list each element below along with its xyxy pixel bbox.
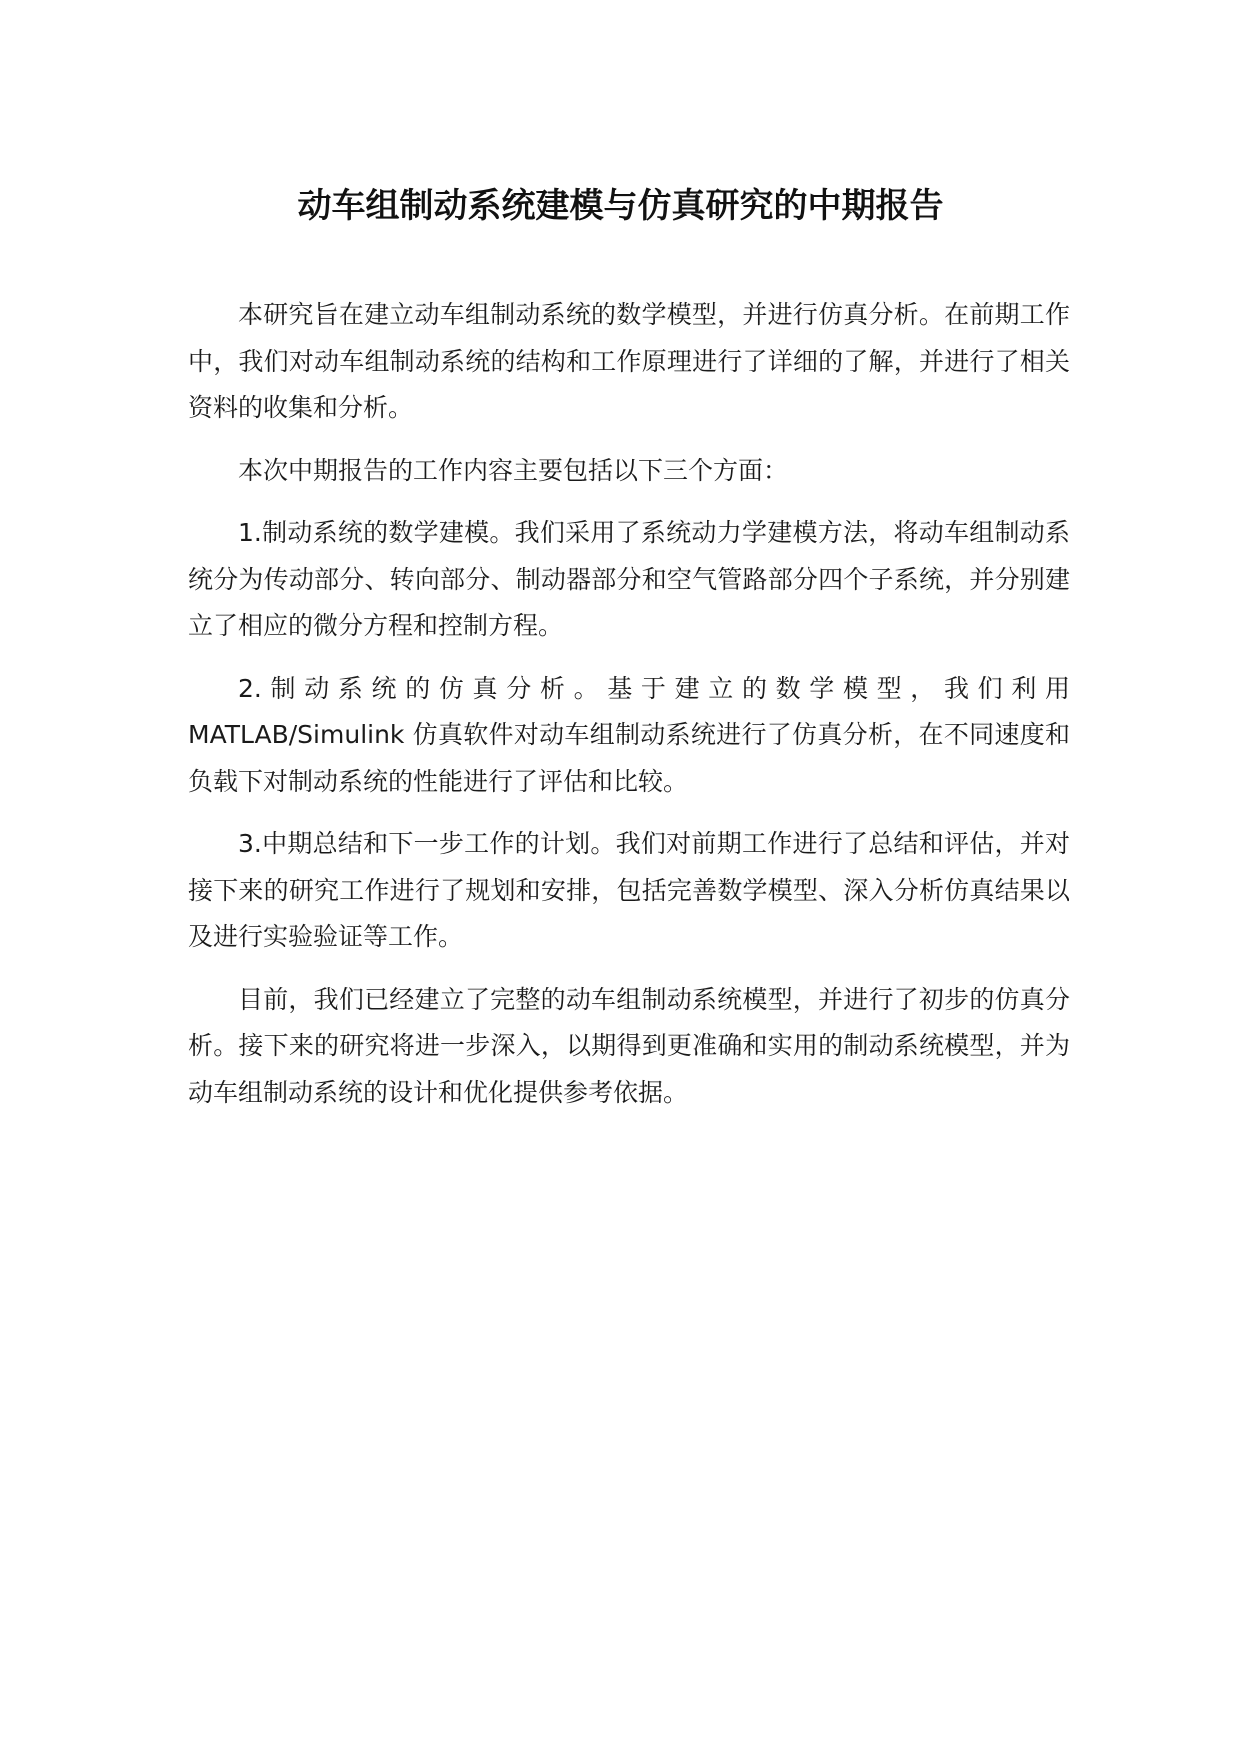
- paragraph-scope: 本次中期报告的工作内容主要包括以下三个方面：: [238, 455, 789, 485]
- document-body: [188, 292, 1070, 1132]
- paragraph-item-2: 2.制动系统的仿真分析。基于建立的数学模型，我们利用MATLAB/Simulink 仿真软件对动车组制动系统进行了仿真分析，在不同速度和负载下对制动系统的性能进行了评估和比较。: [188, 673, 1070, 796]
- paragraph-item-3: 3.中期总结和下一步工作的计划。我们对前期工作进行了总结和评估，并对接下来的研究工作进行了规划和安排，包括完善数学模型、深入分析仿真结果以及进行实验验证等工作。: [188, 829, 1070, 951]
- paragraph-item-1: 1.制动系统的数学建模。我们采用了系统动力学建模方法，将动车组制动系统分为传动部分、转向部分、制动器部分和空气管路部分四个子系统，并分别建立了相应的微分方程和控制方程。: [188, 518, 1070, 640]
- paragraph-intro: 本研究旨在建立动车组制动系统的数学模型，并进行仿真分析。在前期工作中，我们对动车组制动系统的结构和工作原理进行了详细的了解，并进行了相关资料的收集和分析。: [188, 300, 1070, 422]
- document-title: 动车组制动系统建模与仿真研究的中期报告: [297, 186, 944, 226]
- paragraph-conclusion: 目前，我们已经建立了完整的动车组制动系统模型，并进行了初步的仿真分析。接下来的研究将进一步深入，以期得到更准确和实用的制动系统模型，并为动车组制动系统的设计和优化提供参考依据。: [188, 984, 1070, 1107]
